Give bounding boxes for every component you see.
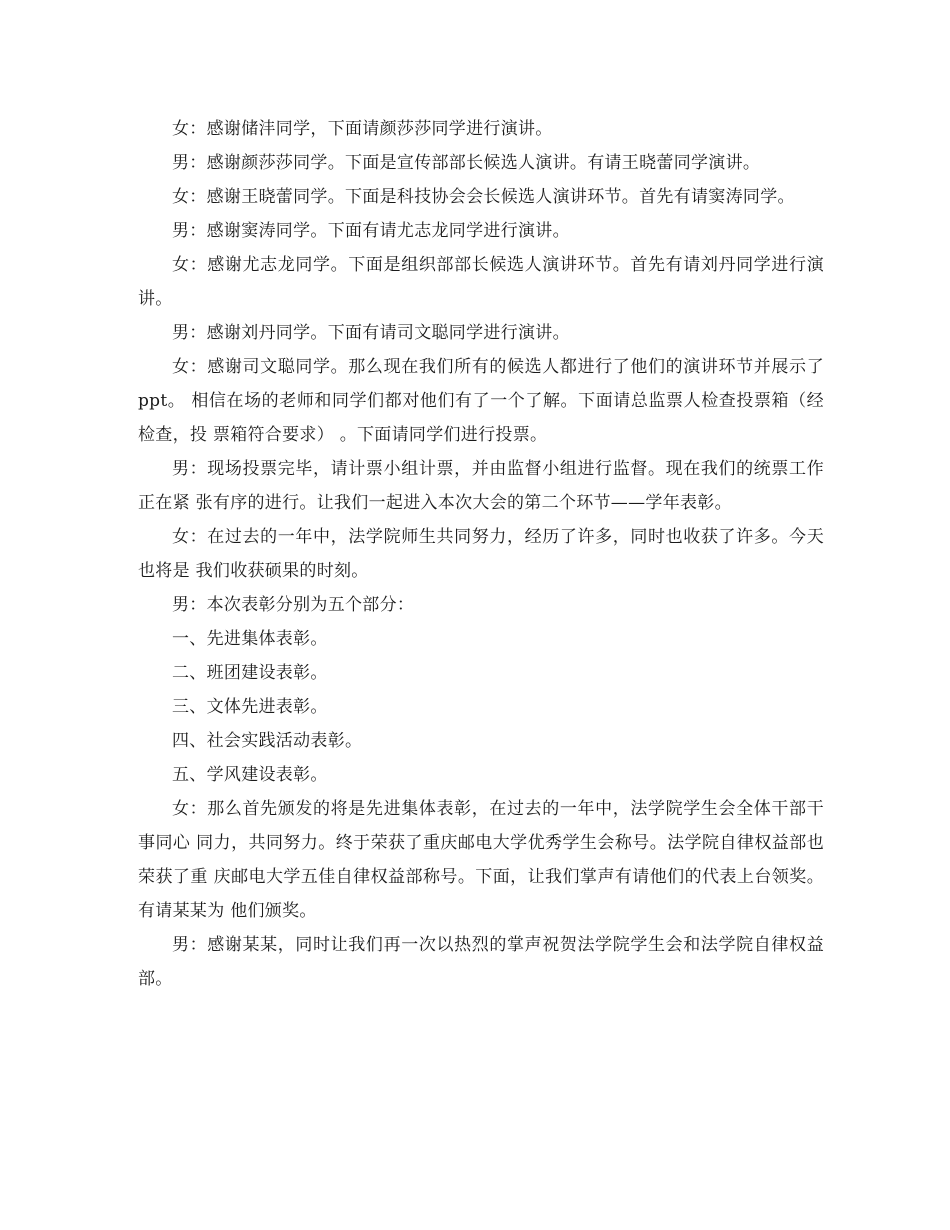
paragraph-17: 男：感谢某某，同时让我们再一次以热烈的掌声祝贺法学院学生会和法学院自律权益部。 [138,935,824,989]
list-item-2: 二、班团建设表彰。 [172,663,328,683]
paragraph-9: 女：在过去的一年中，法学院师生共同努力，经历了许多，同时也收获了许多。今天也将是 我们收获硕果的时刻。 [138,527,824,581]
document-body [138,112,824,996]
paragraph-8: 男：现场投票完毕，请计票小组计票，并由监督小组进行监督。现在我们的统票工作正在紧 张有序的进行。让我们一起进入本次大会的第二个环节——学年表彰。 [138,459,824,513]
paragraph-3: 女：感谢王晓蕾同学。下面是科技协会会长候选人演讲环节。首先有请窦涛同学。 [172,187,795,207]
paragraph-5: 女：感谢尤志龙同学。下面是组织部部长候选人演讲环节。首先有请刘丹同学进行演讲。 [138,255,824,309]
list-item-4: 四、社会实践活动表彰。 [172,731,363,751]
paragraph-1: 女：感谢储沣同学，下面请颜莎莎同学进行演讲。 [172,119,553,139]
list-item-1: 一、先进集体表彰。 [172,629,328,649]
paragraph-6: 男：感谢刘丹同学。下面有请司文聪同学进行演讲。 [172,323,570,343]
paragraph-10: 男：本次表彰分别为五个部分： [172,595,415,615]
paragraph-2: 男：感谢颜莎莎同学。下面是宣传部部长候选人演讲。有请王晓蕾同学演讲。 [172,153,761,173]
list-item-3: 三、文体先进表彰。 [172,697,328,717]
list-item-5: 五、学风建设表彰。 [172,765,328,785]
paragraph-16: 女：那么首先颁发的将是先进集体表彰，在过去的一年中，法学院学生会全体干部干事同心 同力，共同努力。终于荣获了重庆邮电大学优秀学生会称号。法学院自律权益部也荣获了重 庆邮电大学五佳自律权益部称号。下面，让我们掌声有请他们的代表上台领奖。有请某某为 他们颁奖。 [138,799,824,921]
paragraph-4: 男：感谢窦涛同学。下面有请尤志龙同学进行演讲。 [172,221,570,241]
paragraph-7: 女：感谢司文聪同学。那么现在我们所有的候选人都进行了他们的演讲环节并展示了 ppt。 相信在场的老师和同学们都对他们有了一个了解。下面请总监票人检查投票箱（经检查，投 票箱符合要求） 。下面请同学们进行投票。 [138,357,824,445]
